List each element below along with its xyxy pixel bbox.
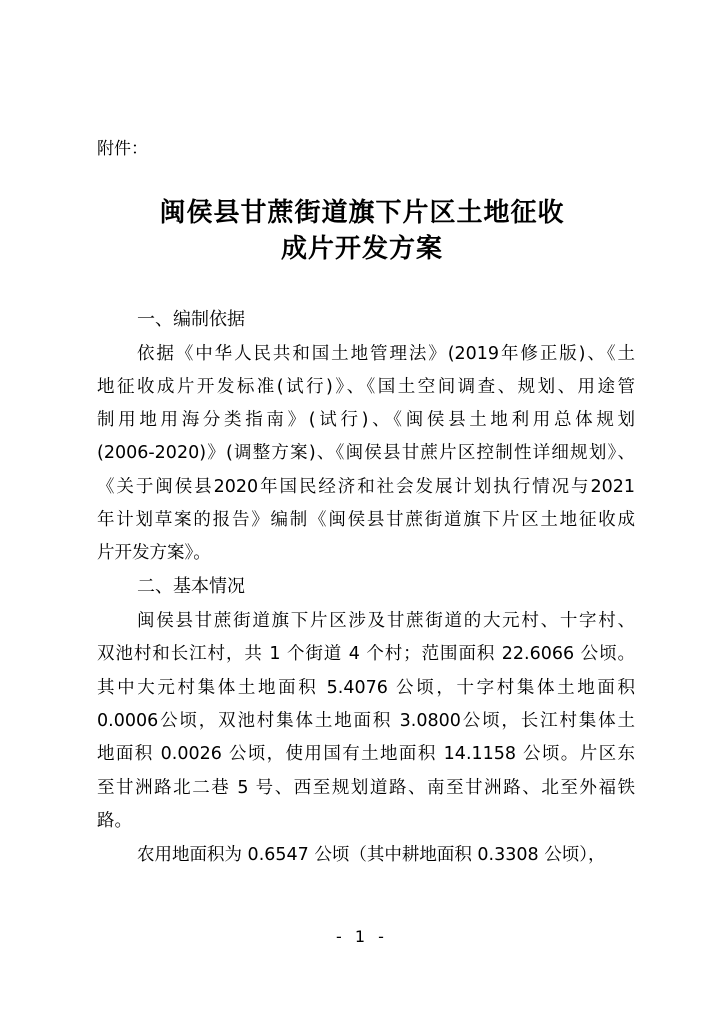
section-1-heading: 一、编制依据: [137, 309, 245, 330]
section-2-heading: 二、基本情况: [137, 576, 245, 597]
section-1-line: (2006-2020)》(调整方案)、《闽侯县甘蔗片区控制性详细规划》、: [97, 443, 635, 463]
section-2-line: 路。: [97, 811, 132, 831]
section-1-line: 制用地用海分类指南》(试行)、《闽侯县土地利用总体规划: [97, 410, 635, 430]
section-1-line: 《关于闽侯县2020年国民经济和社会发展计划执行情况与2021: [97, 477, 635, 497]
section-2-line: 双池村和长江村，共 1 个街道 4 个村；范围面积 22.6066 公顷。: [97, 644, 635, 664]
page-number: - 1 -: [336, 927, 388, 946]
document-title-line-1: 闽侯县甘蔗街道旗下片区土地征收: [159, 198, 565, 228]
section-2-line: 其中大元村集体土地面积 5.4076 公顷，十字村集体土地面积: [97, 678, 635, 698]
section-2-line: 闽侯县甘蔗街道旗下片区涉及甘蔗街道的大元村、十字村、: [137, 611, 635, 631]
section-1-line: 年计划草案的报告》编制《闽侯县甘蔗街道旗下片区土地征收成: [97, 510, 635, 530]
document-title-line-2: 成片开发方案: [280, 234, 443, 264]
section-1-line: 片开发方案》。: [97, 543, 211, 563]
section-2-line: 0.0006公顷，双池村集体土地面积 3.0800公顷，长江村集体土: [97, 711, 635, 731]
attachment-label: 附件：: [97, 139, 148, 159]
section-2-line: 农用地面积为 0.6547 公顷（其中耕地面积 0.3308 公顷），: [137, 845, 606, 865]
section-2-line: 至甘洲路北二巷 5 号、西至规划道路、南至甘洲路、北至外福铁: [97, 778, 635, 798]
section-2-line: 地面积 0.0026 公顷，使用国有土地面积 14.1158 公顷。片区东: [97, 744, 635, 764]
section-1-line: 依据《中华人民共和国土地管理法》(2019年修正版)、《土: [137, 344, 635, 364]
section-1-line: 地征收成片开发标准(试行)》、《国土空间调查、规划、用途管: [97, 377, 635, 397]
